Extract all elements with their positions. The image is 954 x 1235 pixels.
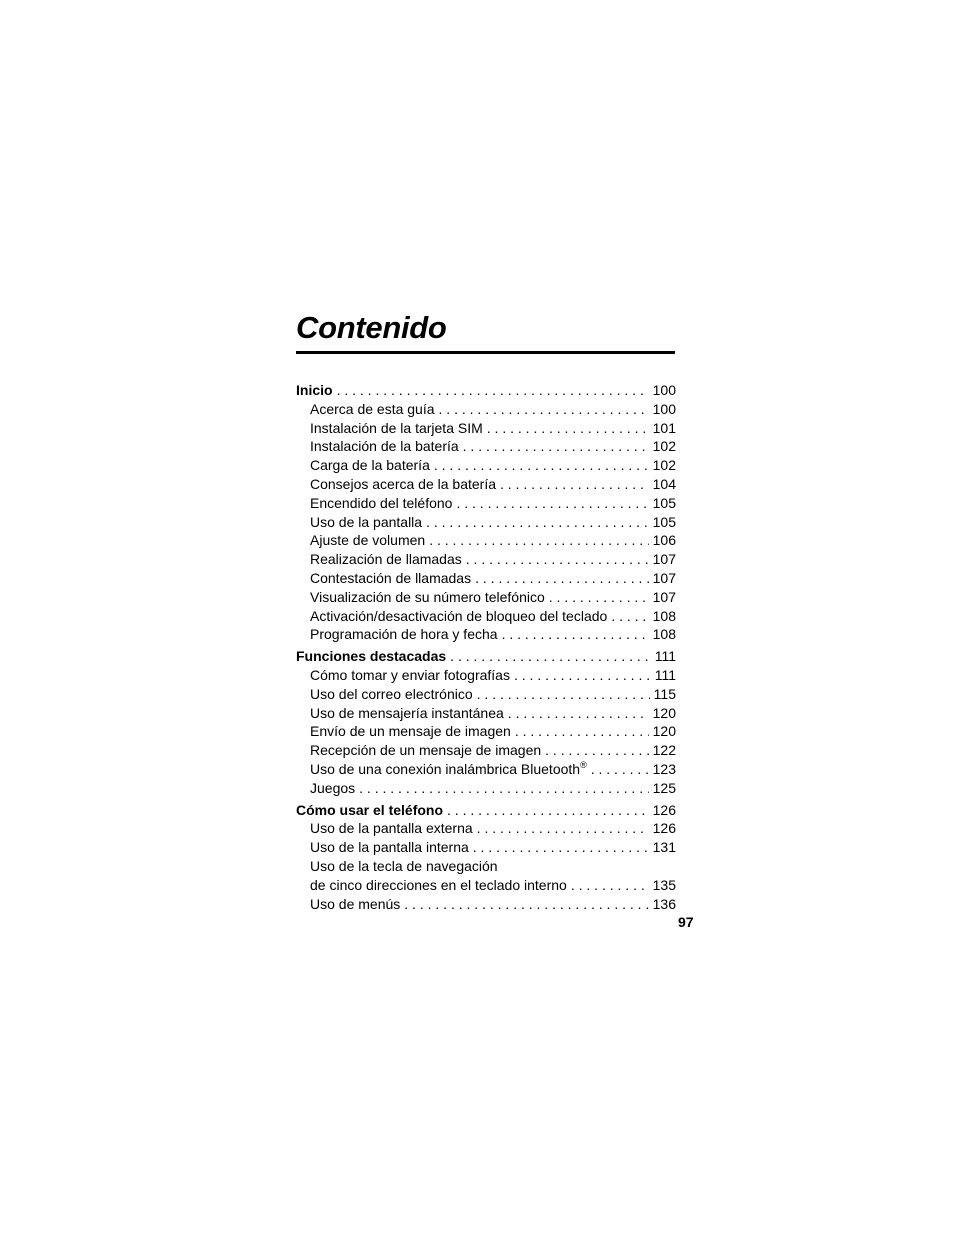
toc-entry-label <box>310 760 587 779</box>
toc-entry[interactable] <box>296 550 676 569</box>
dot-leader <box>429 531 648 550</box>
dot-leader <box>500 475 649 494</box>
toc-page-number: 135 <box>652 876 676 893</box>
toc-page-number: 111 <box>654 666 676 683</box>
toc-entry[interactable] <box>296 741 676 760</box>
toc-entry[interactable] <box>296 513 676 532</box>
toc-entry[interactable] <box>296 494 676 513</box>
toc-entry-label: Visualización de su número telefónico <box>310 588 545 605</box>
dot-leader <box>571 876 649 895</box>
toc-entry[interactable] <box>296 895 676 914</box>
toc-entry-label: Ajuste de volumen <box>310 532 426 549</box>
toc-page-number: 108 <box>652 626 676 643</box>
toc-entry-label: Uso de la tecla de navegación <box>310 857 498 874</box>
toc-page-number: 107 <box>652 551 676 568</box>
toc-page-number: 100 <box>652 382 676 398</box>
title-rule <box>296 351 675 354</box>
dot-leader <box>549 588 649 607</box>
toc-page-number: 107 <box>652 588 676 605</box>
toc-entry[interactable] <box>296 419 676 438</box>
dot-leader <box>545 741 648 760</box>
toc-page-number: 120 <box>652 704 676 721</box>
toc-page-number: 122 <box>652 742 676 759</box>
toc-entry-label: Uso de menús <box>310 895 401 912</box>
toc-page <box>296 308 676 913</box>
toc-entry-label: Envío de un mensaje de imagen <box>310 723 511 740</box>
toc-entry-label: Activación/desactivación de bloqueo del teclado <box>310 607 608 624</box>
toc-entry-label: Instalación de la tarjeta SIM <box>310 419 483 436</box>
toc-page-number: 136 <box>652 895 676 912</box>
toc-entry-label: Contestación de llamadas <box>310 569 472 586</box>
dot-leader <box>473 838 649 857</box>
registered-mark: ® <box>580 759 587 770</box>
toc-page-number: 126 <box>652 820 676 837</box>
table-of-contents <box>296 381 676 913</box>
page-title: Contenido <box>296 310 447 345</box>
toc-entry-label: Cómo tomar y enviar fotografías <box>310 666 510 683</box>
toc-page-number: 102 <box>652 438 676 455</box>
dot-leader <box>475 569 649 588</box>
toc-entry[interactable] <box>296 857 676 876</box>
dot-leader <box>456 494 648 513</box>
toc-page-number: 105 <box>652 513 676 530</box>
toc-page-number: 108 <box>652 607 676 624</box>
toc-page-number: 123 <box>652 760 676 777</box>
toc-entry[interactable] <box>296 666 676 685</box>
toc-entry-label: Programación de hora y fecha <box>310 626 498 643</box>
dot-leader <box>463 437 649 456</box>
toc-page-number: 125 <box>652 779 676 796</box>
toc-entry[interactable] <box>296 400 676 419</box>
toc-entry[interactable] <box>296 531 676 550</box>
dot-leader <box>439 400 649 419</box>
toc-page-number: 101 <box>652 419 676 436</box>
toc-entry[interactable] <box>296 838 676 857</box>
toc-entry[interactable] <box>296 607 676 626</box>
toc-page-number: 100 <box>652 400 676 417</box>
page-number: 97 <box>678 914 694 930</box>
toc-entry-label: Recepción de un mensaje de imagen <box>310 742 542 759</box>
toc-entry[interactable] <box>296 779 676 798</box>
dot-leader <box>477 685 650 704</box>
toc-page-number: 102 <box>652 457 676 474</box>
toc-entry-label: Acerca de esta guía <box>310 400 435 417</box>
toc-page-number: 126 <box>652 801 676 818</box>
toc-entry[interactable] <box>296 456 676 475</box>
toc-page-number: 105 <box>652 494 676 511</box>
dot-leader <box>447 801 649 820</box>
toc-page-number: 131 <box>652 839 676 856</box>
toc-entry-label: Encendido del teléfono <box>310 494 453 511</box>
toc-page-number: 115 <box>653 685 676 702</box>
dot-leader <box>337 381 649 400</box>
toc-entry-label: Uso de mensajería instantánea <box>310 704 504 721</box>
toc-entry-label: Instalación de la batería <box>310 438 459 455</box>
toc-page-number: 107 <box>652 569 676 586</box>
toc-entry-label: Cómo usar el teléfono <box>296 801 444 818</box>
toc-entry[interactable] <box>296 819 676 838</box>
toc-entry-label: Funciones destacadas <box>296 648 447 665</box>
dot-leader <box>508 704 649 723</box>
toc-page-number: 111 <box>654 648 676 665</box>
dot-leader <box>466 550 649 569</box>
dot-leader <box>515 722 649 741</box>
toc-entry[interactable] <box>296 475 676 494</box>
toc-page-number: 106 <box>652 532 676 549</box>
toc-entry[interactable] <box>296 760 676 779</box>
toc-entry[interactable] <box>296 722 676 741</box>
dot-leader <box>450 647 651 666</box>
dot-leader <box>359 779 648 798</box>
dot-leader <box>514 666 651 685</box>
toc-entry-label: Uso del correo electrónico <box>310 685 473 702</box>
toc-entry-label: Uso de la pantalla externa <box>310 820 473 837</box>
toc-page-number: 104 <box>652 475 676 492</box>
toc-entry[interactable] <box>296 588 676 607</box>
toc-entry-label: Uso de la pantalla interna <box>310 839 469 856</box>
toc-entry-label: Realización de llamadas <box>310 551 462 568</box>
toc-entry[interactable] <box>296 625 676 644</box>
toc-entry-label: Consejos acerca de la batería <box>310 475 496 492</box>
toc-chapter-como-usar-el-telefono[interactable] <box>296 801 676 820</box>
dot-leader <box>611 607 648 626</box>
toc-entry-text: Uso de una conexión inalámbrica Bluetooth <box>310 760 581 777</box>
toc-entry[interactable] <box>296 569 676 588</box>
toc-entry-label: de cinco direcciones en el teclado interno <box>310 876 567 893</box>
toc-entry[interactable] <box>296 704 676 723</box>
dot-leader <box>502 625 649 644</box>
toc-chapter-inicio[interactable] <box>296 381 676 400</box>
dot-leader <box>434 456 649 475</box>
toc-entry-label: Carga de la batería <box>310 457 430 474</box>
toc-page-number: 120 <box>652 723 676 740</box>
toc-entry[interactable] <box>296 876 676 895</box>
toc-entry-label: Inicio <box>296 382 333 398</box>
dot-leader <box>487 419 649 438</box>
dot-leader <box>404 895 648 914</box>
toc-entry[interactable] <box>296 437 676 456</box>
dot-leader <box>426 513 649 532</box>
toc-entry[interactable] <box>296 685 676 704</box>
toc-entry-label: Juegos <box>310 779 356 796</box>
toc-entry-label: Uso de la pantalla <box>310 513 423 530</box>
dot-leader <box>591 760 649 779</box>
toc-chapter-funciones-destacadas[interactable] <box>296 647 676 666</box>
dot-leader <box>477 819 649 838</box>
